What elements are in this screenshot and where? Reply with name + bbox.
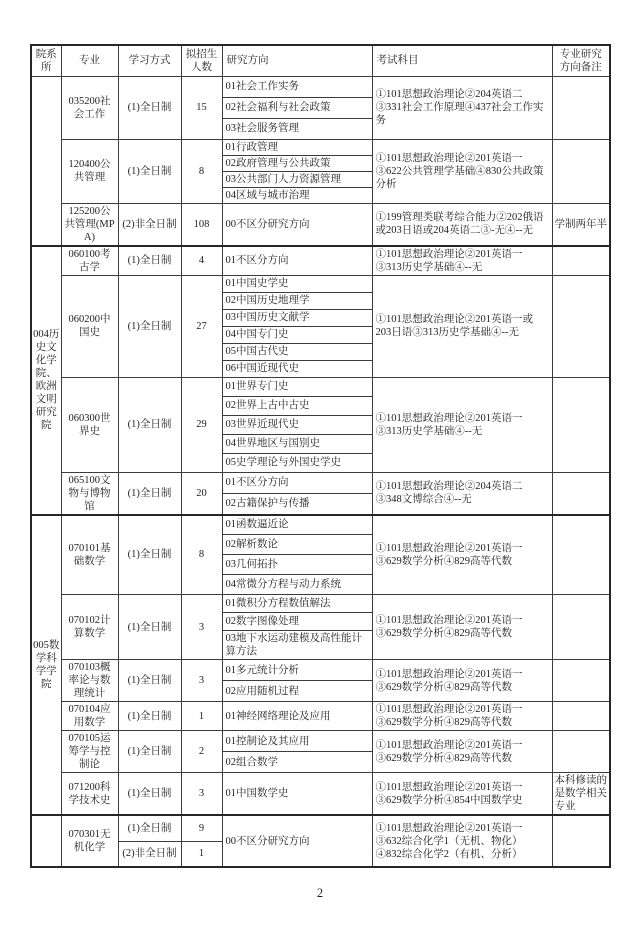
major-cell: 070102计算数学 — [61, 595, 118, 660]
table-row — [31, 246, 610, 276]
remark-cell: 学制两年半 — [552, 203, 610, 246]
major-cell: 060200中国史 — [61, 275, 118, 377]
direction-cell: 06中国近现代史 — [222, 360, 372, 377]
direction-cell: 01不区分方向 — [222, 472, 372, 493]
direction-cell: 02数字图像处理 — [222, 613, 372, 631]
direction-cell: 00不区分研究方向 — [222, 815, 372, 867]
exam-cell: ①101思想政治理论②201英语一③629数学分析④829高等代数 — [372, 702, 552, 731]
quota-cell: 9 — [181, 815, 222, 841]
exam-cell: ①101思想政治理论②201英语一③632综合化学1（无机、物化）④832综合化学2（有机、分析） — [372, 815, 552, 867]
direction-cell: 05史学理论与外国史学史 — [222, 453, 372, 472]
direction-cell: 04世界地区与国别史 — [222, 434, 372, 453]
direction-cell: 01社会工作实务 — [222, 76, 372, 97]
quota-cell: 27 — [181, 275, 222, 377]
exam-cell: ①101思想政治理论②201英语一或203日语③313历史学基础④--无 — [372, 275, 552, 377]
mode-cell: (1)全日制 — [118, 246, 181, 276]
major-cell: 035200社会工作 — [61, 76, 118, 139]
exam-cell: ①101思想政治理论②201英语一③629数学分析④829高等代数 — [372, 731, 552, 773]
major-cell: 060300世界史 — [61, 377, 118, 472]
direction-cell: 01微积分方程数值解法 — [222, 595, 372, 613]
table-row — [31, 472, 610, 493]
direction-cell: 02社会福利与社会政策 — [222, 97, 372, 118]
major-cell: 070101基础数学 — [61, 515, 118, 595]
direction-cell: 01世界专门史 — [222, 377, 372, 396]
mode-cell: (1)全日制 — [118, 377, 181, 472]
table-row — [31, 660, 610, 681]
table-row — [31, 515, 610, 535]
exam-cell: ①101思想政治理论②201英语一③629数学分析④829高等代数 — [372, 595, 552, 660]
table-row — [31, 815, 610, 841]
direction-cell: 01多元统计分析 — [222, 660, 372, 681]
col-header-exam: 考试科目 — [372, 45, 552, 76]
exam-cell: ①199管理类联考综合能力②202俄语或203日语或204英语二③-无④--无 — [372, 203, 552, 246]
table-row — [31, 76, 610, 97]
direction-cell: 03地下水运动建模及高性能计算方法 — [222, 631, 372, 660]
mode-cell: (1)全日制 — [118, 472, 181, 515]
direction-cell: 02解析数论 — [222, 535, 372, 555]
admissions-table — [30, 44, 611, 868]
exam-cell: ①101思想政治理论②201英语一③313历史学基础④--无 — [372, 246, 552, 276]
table-row — [31, 203, 610, 246]
remark-cell — [552, 660, 610, 702]
exam-cell: ①101思想政治理论②201英语一③313历史学基础④--无 — [372, 377, 552, 472]
direction-cell: 03世界近现代史 — [222, 415, 372, 434]
mode-cell: (1)全日制 — [118, 731, 181, 773]
major-cell: 070103概率论与数理统计 — [61, 660, 118, 702]
exam-cell: ①101思想政治理论②204英语二③331社会工作原理④437社会工作实务 — [372, 76, 552, 139]
table-row — [31, 595, 610, 613]
col-header-dept: 院系所 — [31, 45, 61, 76]
page-number: 2 — [316, 886, 324, 900]
direction-cell: 05中国古代史 — [222, 343, 372, 360]
remark-cell — [552, 815, 610, 867]
remark-cell — [552, 275, 610, 377]
quota-cell: 108 — [181, 203, 222, 246]
remark-cell — [552, 377, 610, 472]
direction-cell: 01不区分方向 — [222, 246, 372, 276]
direction-cell: 02世界上古中古史 — [222, 396, 372, 415]
dept-cell: 005数学科学学院 — [31, 515, 61, 816]
quota-cell: 4 — [181, 246, 222, 276]
exam-cell: ①101思想政治理论②201英语一③622公共管理学基础④830公共政策分析 — [372, 139, 552, 203]
quota-cell: 1 — [181, 702, 222, 731]
quota-cell: 2 — [181, 731, 222, 773]
mode-cell: (1)全日制 — [118, 702, 181, 731]
table-row — [31, 377, 610, 396]
direction-cell: 04常微分方程与动力系统 — [222, 575, 372, 595]
mode-cell: (1)全日制 — [118, 660, 181, 702]
major-cell: 070105运筹学与控制论 — [61, 731, 118, 773]
mode-cell: (1)全日制 — [118, 595, 181, 660]
remark-cell — [552, 472, 610, 515]
major-cell: 120400公共管理 — [61, 139, 118, 203]
quota-cell: 8 — [181, 515, 222, 595]
exam-cell: ①101思想政治理论②201英语一③629数学分析④854中国数学史 — [372, 773, 552, 816]
major-cell: 065100文物与博物馆 — [61, 472, 118, 515]
col-header-remark: 专业研究方向备注 — [552, 45, 610, 76]
major-cell: 070301无机化学 — [61, 815, 118, 867]
table-row — [31, 702, 610, 731]
quota-cell: 8 — [181, 139, 222, 203]
mode-cell: (2)非全日制 — [118, 841, 181, 867]
direction-cell: 02组合数学 — [222, 752, 372, 773]
dept-cell — [31, 815, 61, 867]
quota-cell: 3 — [181, 660, 222, 702]
major-cell: 125200公共管理(MPA) — [61, 203, 118, 246]
direction-cell: 04区域与城市治理 — [222, 187, 372, 203]
direction-cell: 00不区分研究方向 — [222, 203, 372, 246]
col-header-major: 专业 — [61, 45, 118, 76]
direction-cell: 02应用随机过程 — [222, 681, 372, 702]
table-row — [31, 731, 610, 752]
direction-cell: 01行政管理 — [222, 139, 372, 155]
mode-cell: (1)全日制 — [118, 275, 181, 377]
remark-cell: 本科修读的是数学相关专业 — [552, 773, 610, 816]
direction-cell: 03公共部门人力资源管理 — [222, 171, 372, 187]
exam-cell: ①101思想政治理论②201英语一③629数学分析④829高等代数 — [372, 660, 552, 702]
mode-cell: (1)全日制 — [118, 773, 181, 816]
table-row — [31, 773, 610, 816]
mode-cell: (2)非全日制 — [118, 203, 181, 246]
direction-cell: 01中国数学史 — [222, 773, 372, 816]
direction-cell: 03中国历史文献学 — [222, 309, 372, 326]
direction-cell: 01神经网络理论及应用 — [222, 702, 372, 731]
remark-cell — [552, 515, 610, 595]
major-cell: 060100考古学 — [61, 246, 118, 276]
mode-cell: (1)全日制 — [118, 139, 181, 203]
direction-cell: 03几何拓扑 — [222, 555, 372, 575]
direction-cell: 02古籍保护与传播 — [222, 493, 372, 514]
quota-cell: 20 — [181, 472, 222, 515]
col-header-direction: 研究方向 — [222, 45, 372, 76]
document-page — [0, 44, 640, 948]
quota-cell: 15 — [181, 76, 222, 139]
quota-cell: 3 — [181, 773, 222, 816]
remark-cell — [552, 139, 610, 203]
mode-cell: (1)全日制 — [118, 515, 181, 595]
exam-cell: ①101思想政治理论②201英语一③629数学分析④829高等代数 — [372, 515, 552, 595]
direction-cell: 02政府管理与公共政策 — [222, 155, 372, 171]
direction-cell: 01控制论及其应用 — [222, 731, 372, 752]
major-cell: 071200科学技术史 — [61, 773, 118, 816]
quota-cell: 1 — [181, 841, 222, 867]
direction-cell: 03社会服务管理 — [222, 118, 372, 139]
direction-cell: 01中国史学史 — [222, 275, 372, 292]
remark-cell — [552, 595, 610, 660]
col-header-quota: 拟招生人数 — [181, 45, 222, 76]
exam-cell: ①101思想政治理论②204英语二③348文博综合④--无 — [372, 472, 552, 515]
direction-cell: 04中国专门史 — [222, 326, 372, 343]
quota-cell: 3 — [181, 595, 222, 660]
table-row — [31, 139, 610, 155]
remark-cell — [552, 702, 610, 731]
mode-cell: (1)全日制 — [118, 76, 181, 139]
direction-cell: 01函数逼近论 — [222, 515, 372, 535]
major-cell: 070104应用数学 — [61, 702, 118, 731]
direction-cell: 02中国历史地理学 — [222, 292, 372, 309]
table-row — [31, 275, 610, 292]
remark-cell — [552, 76, 610, 139]
remark-cell — [552, 731, 610, 773]
dept-cell: 004历史文化学院、欧洲文明研究院 — [31, 246, 61, 515]
header-row — [31, 45, 610, 76]
quota-cell: 29 — [181, 377, 222, 472]
remark-cell — [552, 246, 610, 276]
mode-cell: (1)全日制 — [118, 815, 181, 841]
dept-cell — [31, 76, 61, 246]
col-header-mode: 学习方式 — [118, 45, 181, 76]
